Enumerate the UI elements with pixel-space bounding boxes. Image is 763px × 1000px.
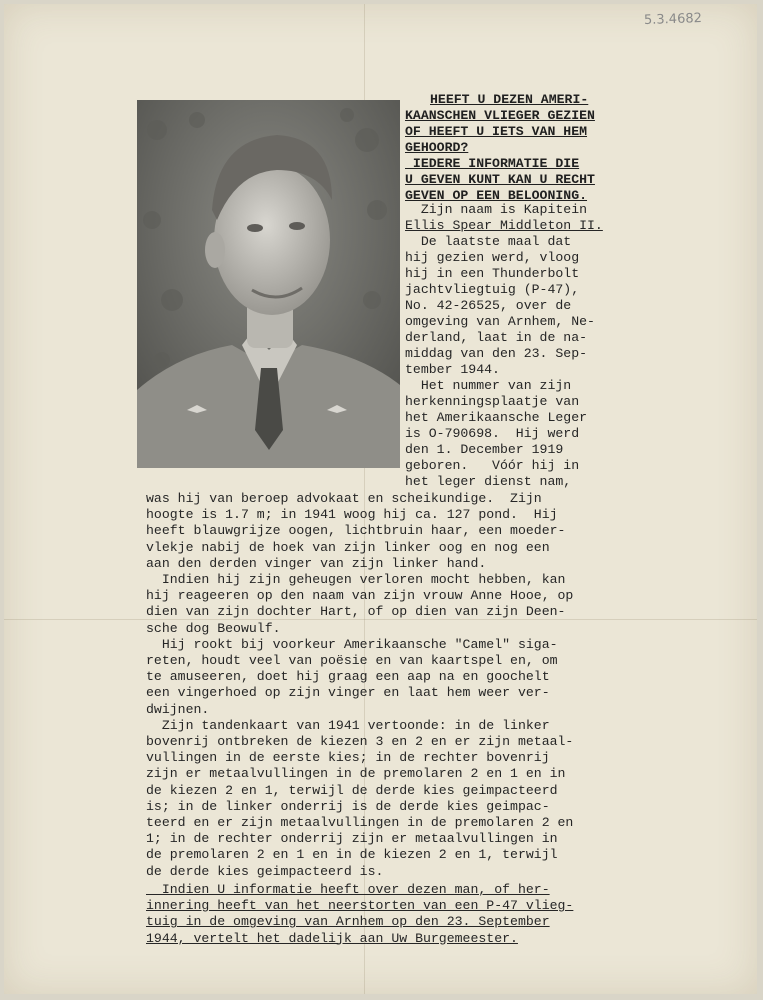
archive-number: 5.3.4682 — [643, 10, 703, 29]
pilot-name-line: Ellis Spear Middleton II. — [405, 218, 603, 233]
text-line: het Amerikaansche Leger — [405, 410, 588, 425]
text-line: aan den derden vinger van zijn linker hand. — [146, 555, 487, 571]
heading-line: GEHOORD? — [405, 140, 469, 155]
text-line: het leger dienst nam, — [405, 474, 572, 489]
text-line: een vingerhoed op zijn vinger en laat hem weer ver- — [146, 685, 550, 701]
heading-line: U GEVEN KUNT KAN U RECHT — [405, 172, 595, 187]
text-line: hij gezien werd, vloog — [405, 250, 580, 265]
text-line: vullingen in de eerste kies; in de rechter bovenrij — [146, 750, 550, 766]
heading-line: HEEFT U DEZEN AMERI- — [430, 92, 589, 107]
text-line: is; in de linker onderrij is de derde kies geimpac- — [146, 798, 550, 814]
text-line: was hij van beroep advokaat en scheikundige. Zijn — [146, 491, 542, 506]
text-line: tember 1944. — [405, 362, 500, 377]
text-line: dien van zijn dochter Hart, of op dien van zijn Deen- — [146, 604, 566, 620]
text-line: hij in een Thunderbolt — [405, 266, 580, 281]
text-line: de premolaren 2 en 1 en in de kiezen 2 en 1, terwijl — [146, 847, 558, 863]
text-line: te amuseeren, doet hij graag een aap na en goochelt — [146, 669, 550, 685]
text-line: Indien hij zijn geheugen verloren mocht hebben, kan — [146, 572, 566, 587]
text-line: No. 42-26525, over de — [405, 298, 572, 313]
text-line: De laatste maal dat — [405, 234, 572, 249]
document-page — [4, 4, 757, 994]
heading-line: OF HEEFT U IETS VAN HEM — [405, 124, 588, 139]
closing-line: tuig in de omgeving van Arnhem op den 23. September — [146, 914, 550, 930]
text-line: Zijn naam is Kapitein — [405, 202, 588, 217]
text-line: Hij rookt bij voorkeur Amerikaansche "Camel" siga- — [146, 636, 558, 652]
text-line: herkenningsplaatje van — [405, 394, 580, 409]
text-line: jachtvliegtuig (P-47), — [405, 282, 580, 297]
closing-line: innering heeft van het neerstorten van een P-47 vlieg- — [146, 898, 574, 914]
text-line: middag van den 23. Sep- — [405, 346, 588, 361]
text-line: hij reageeren op den naam van zijn vrouw Anne Hooe, op — [146, 588, 574, 604]
text-line: bovenrij ontbreken de kiezen 3 en 2 en er zijn metaal- — [146, 734, 574, 749]
text-line: 1; in de rechter onderrij zijn er metaalvullingen in — [146, 831, 558, 847]
text-line: dwijnen. — [146, 701, 210, 717]
heading-line: KAANSCHEN VLIEGER GEZIEN — [405, 108, 595, 123]
text-line: vlekje nabij de hoek van zijn linker oog en nog een — [146, 539, 550, 555]
text-line: heeft blauwgrijze oogen, lichtbruin haar, een moeder- — [146, 523, 566, 539]
text-line: reten, houdt veel van poësie en van kaartspel en, om — [146, 653, 558, 668]
text-line: de kiezen 2 en 1, terwijl de derde kies geimpacteerd — [146, 782, 558, 798]
text-line: sche dog Beowulf. — [146, 620, 281, 636]
text-line: de derde kies geimpacteerd is. — [146, 863, 384, 879]
text-line: omgeving van Arnhem, Ne- — [405, 314, 595, 329]
text-line: derland, laat in de na- — [405, 330, 588, 345]
text-line: zijn er metaalvullingen in de premolaren 2 en 1 en in — [146, 766, 566, 782]
text-line: den 1. December 1919 — [405, 442, 564, 457]
pilot-portrait-photo — [137, 100, 400, 468]
closing-line: Indien U informatie heeft over dezen man, of her- — [146, 882, 550, 897]
closing-line: 1944, vertelt het dadelijk aan Uw Burgemeester. — [146, 930, 518, 946]
text-line: Zijn tandenkaart van 1941 vertoonde: in de linker — [146, 717, 550, 733]
text-line: teerd en er zijn metaalvullingen in de premolaren 2 en — [146, 815, 574, 830]
text-line: Het nummer van zijn — [405, 378, 572, 393]
text-line: is O-790698. Hij werd — [405, 426, 580, 441]
heading-line: GEVEN OP EEN BELOONING. — [405, 188, 588, 203]
heading-line: IEDERE INFORMATIE DIE — [405, 156, 580, 171]
text-line: hoogte is 1.7 m; in 1941 woog hij ca. 127 pond. Hij — [146, 507, 558, 523]
text-line: geboren. Vóór hij in — [405, 458, 580, 473]
